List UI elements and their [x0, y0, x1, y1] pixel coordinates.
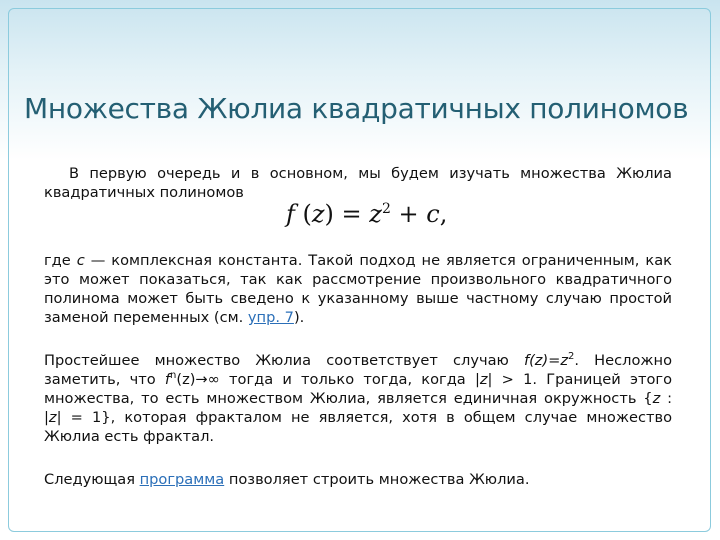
p2-text-1: где — [44, 252, 77, 269]
program-link[interactable]: программа — [139, 471, 225, 488]
p3-text-1: Простейшее множество Жюлиа соответствует случаю — [44, 352, 524, 369]
p4-text-2: позволяет строить множества Жюлиа. — [224, 471, 530, 488]
formula-z: z — [311, 200, 325, 228]
p2-text-2: — комплексная константа. Такой подход не является ограниченным, как это может показаться, так как рассмотрение произвольного квадратичного полинома может быть сведено к указанному выше частному случаю простой заменой переменных (см. — [44, 252, 672, 326]
p3-text-3: (z)→∞ тогда и только тогда, когда | — [176, 371, 480, 388]
p4-text-1: Следующая — [44, 471, 140, 488]
slide-title: Множества Жюлиа квадратичных полиномов — [24, 92, 689, 125]
p3-text-4: | > 1. Границей этого множества, то есть множеством Жюлиа, является единичная окружность { — [44, 371, 672, 407]
formula — [286, 200, 447, 228]
formula-plus: + — [390, 200, 427, 228]
p3-z-1: z — [479, 371, 488, 388]
formula-close-eq: ) = — [324, 200, 370, 228]
paragraph-intro: В первую очередь и в основном, мы будем изучать множества Жюлиа квадратичных полиномов — [44, 165, 672, 201]
p3-fz: f(z)=z — [523, 352, 569, 369]
p3-text-6: | = 1}, которая фракталом не является, хотя в общем случае множество Жюлиа есть фрактал. — [44, 409, 672, 445]
formula-z-squared: z — [369, 200, 382, 228]
paragraph-constant — [44, 251, 672, 327]
p3-z-2: z — [652, 390, 661, 407]
p3-text-5: : | — [44, 390, 672, 426]
paragraph-program — [44, 470, 672, 489]
p3-z-3: z — [48, 409, 57, 426]
p2-text-3: ). — [293, 309, 305, 326]
p3-text-2: . Несложно заметить, что — [44, 352, 672, 388]
paragraph-simplest-julia — [44, 351, 672, 446]
p3-f: f — [164, 371, 171, 388]
p3-n-exp: n — [170, 370, 177, 381]
p3-fz-exp: 2 — [568, 351, 575, 362]
formula-exponent: 2 — [381, 201, 391, 217]
formula-open: ( — [294, 200, 312, 228]
formula-comma: , — [439, 200, 448, 228]
formula-f: f — [286, 200, 295, 228]
formula-c: c — [426, 200, 440, 228]
p2-c: с — [76, 252, 85, 269]
exercise-7-link[interactable]: упр. 7 — [247, 309, 294, 326]
